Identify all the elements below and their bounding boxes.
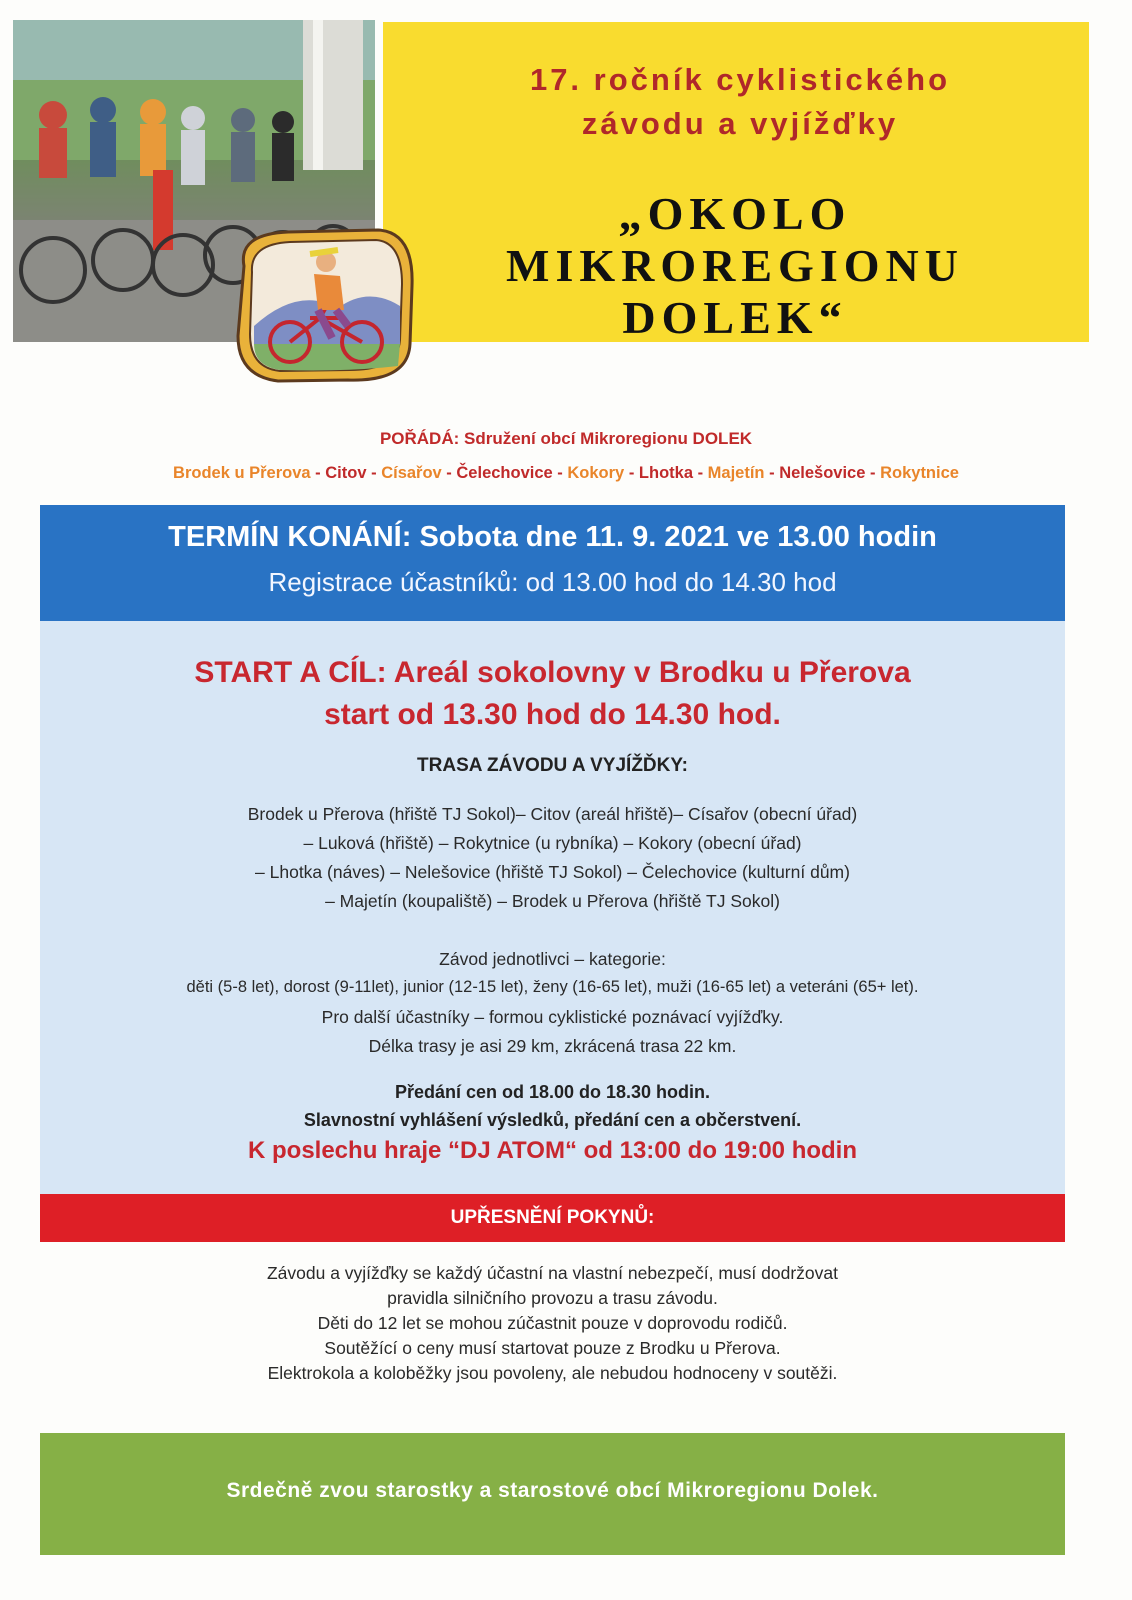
event-name-line-1: „OKOLO [618, 188, 852, 239]
route-line: – Luková (hřiště) – Rokytnice (u rybníka) – Kokory (obecní úřad) [303, 833, 802, 853]
event-name-line-3: DOLEK“ [622, 292, 848, 343]
village-separator: - [764, 464, 780, 482]
route-line: – Lhotka (náves) – Nelešovice (hřiště TJ Sokol) – Čelechovice (kulturní dům) [255, 862, 850, 882]
title-line-2: závodu a vyjížďky [581, 106, 899, 141]
category-line: Délka trasy je asi 29 km, zkrácená trasa 22 km. [368, 1036, 737, 1056]
village-name: Citov [325, 464, 367, 482]
event-name [420, 188, 1050, 344]
village-name: Majetín [707, 464, 765, 482]
invitation-text: Srdečně zvou starostky a starostové obcí Mikroregionu Dolek. [226, 1479, 879, 1502]
village-name: Rokytnice [880, 464, 959, 482]
event-date: TERMÍN KONÁNÍ: Sobota dne 11. 9. 2021 ve 13.00 hodin [168, 521, 937, 553]
village-separator: - [366, 464, 382, 482]
category-line: Pro další účastníky – formou cyklistické poznávací vyjížďky. [321, 1007, 784, 1027]
registration-time: Registrace účastníků: od 13.00 hod do 14.30 hod [268, 567, 837, 597]
village-separator: - [310, 464, 326, 482]
event-edition-title [440, 58, 1040, 146]
route-line: Brodek u Přerova (hřiště TJ Sokol)– Citov (areál hřiště)– Císařov (obecní úřad) [247, 804, 858, 824]
village-name: Císařov [381, 464, 442, 482]
category-line: Závod jednotlivci – kategorie: [439, 949, 666, 969]
village-list [0, 464, 1132, 483]
village-name: Lhotka [638, 464, 693, 482]
instructions-heading: UPŘESNĚNÍ POKYNŮ: [450, 1207, 655, 1228]
village-name: Čelechovice [456, 464, 553, 482]
village-name: Nelešovice [779, 464, 866, 482]
title-line-1: 17. ročník cyklistického [529, 62, 951, 97]
village-name: Kokory [567, 464, 625, 482]
dj-music: K poslechu hraje “DJ ATOM“ od 13:00 do 19:00 hodin [248, 1137, 857, 1164]
start-time: start od 13.30 hod do 14.30 hod. [324, 698, 781, 731]
cyclist-emblem-icon [228, 226, 420, 386]
category-line: děti (5-8 let), dorost (9-11let), junior (12-15 let), ženy (16-65 let), muži (16-65 let) a veteráni (65+ let). [186, 978, 919, 996]
village-separator: - [441, 464, 457, 482]
start-finish-location: START A CÍL: Areál sokolovny v Brodku u Přerova [194, 656, 911, 689]
village-name: Brodek u Přerova [173, 464, 311, 482]
route-line: – Majetín (koupaliště) – Brodek u Přerova (hřiště TJ Sokol) [325, 891, 780, 911]
route-heading: TRASA ZÁVODU A VYJÍŽĎKY: [417, 755, 688, 776]
village-separator: - [552, 464, 568, 482]
instruction-line: Elektrokola a koloběžky jsou povoleny, ale nebudou hodnoceny v soutěži. [267, 1363, 838, 1383]
cyclist-emblem-logo [228, 226, 420, 386]
organizer-line: POŘÁDÁ: Sdružení obcí Mikroregionu DOLEK [379, 429, 753, 448]
award-time: Předání cen od 18.00 do 18.30 hodin. [394, 1082, 711, 1102]
instruction-line: pravidla silničního provozu a trasu závodu. [387, 1288, 718, 1308]
village-separator: - [624, 464, 639, 482]
village-separator: - [693, 464, 708, 482]
instruction-line: Závodu a vyjížďky se každý účastní na vlastní nebezpečí, musí dodržovat [266, 1263, 839, 1283]
start-finish [40, 652, 1065, 736]
village-separator: - [865, 464, 881, 482]
award-ceremony: Slavnostní vyhlášení výsledků, předání cen a občerstvení. [303, 1110, 802, 1130]
instruction-line: Soutěžící o ceny musí startovat pouze z Brodku u Přerova. [324, 1338, 781, 1358]
instruction-line: Děti do 12 let se mohou zúčastnit pouze v doprovodu rodičů. [317, 1313, 788, 1333]
event-name-line-2: MIKROREGIONU [506, 240, 964, 291]
